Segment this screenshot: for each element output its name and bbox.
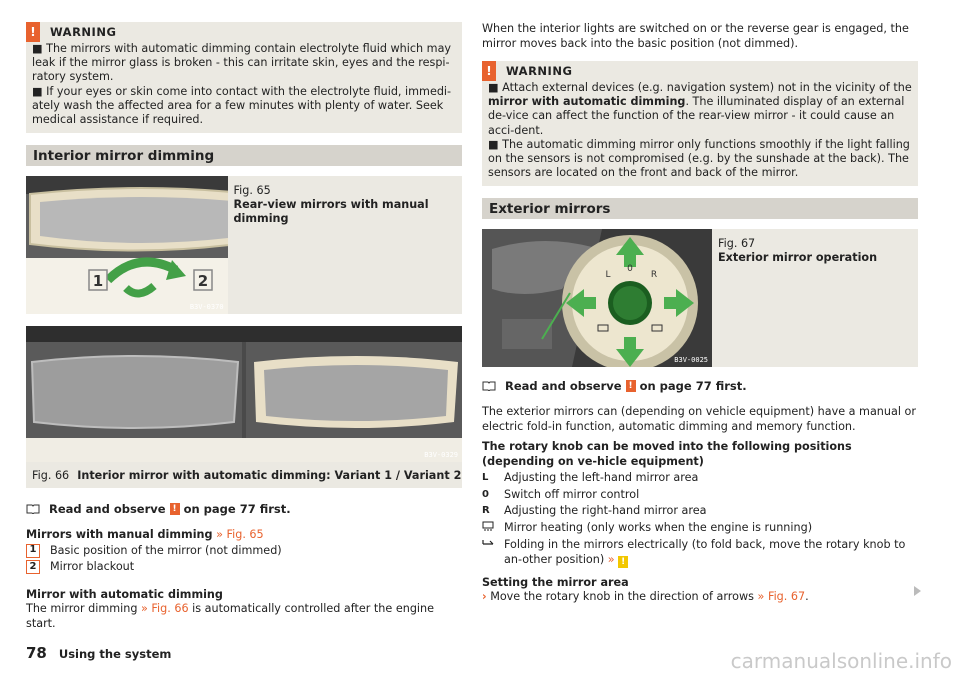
watermark: carmanualsonline.info xyxy=(730,649,952,673)
rotary-knob-heading: The rotary knob can be moved into the following positions (depending on ve-hicle equipment) xyxy=(482,440,852,468)
fig65-link[interactable]: » Fig. 65 xyxy=(216,528,264,542)
read-observe-note: Read and observe ! on page 77 first. xyxy=(26,502,462,516)
figure-66 xyxy=(26,326,462,488)
warning-title: WARNING xyxy=(506,64,573,78)
mirror-fold-icon xyxy=(482,538,494,548)
auto-dimming-heading: Mirror with automatic dimming xyxy=(26,587,223,601)
fig66-link[interactable]: » Fig. 66 xyxy=(141,602,189,616)
figure-67 xyxy=(482,229,918,367)
figure-caption: Rear-view mirrors with manual dimming xyxy=(233,198,429,226)
knob-label-0: 0 xyxy=(627,264,633,275)
note-exclamation-icon: ! xyxy=(618,556,628,568)
mirror-control-knob-illustration xyxy=(482,229,712,367)
figure-66-image xyxy=(26,326,462,462)
setting-step: › Move the rotary knob in the direction of arrows » Fig. 67. xyxy=(482,590,809,604)
warning-exclamation-icon: ! xyxy=(626,380,636,392)
exterior-mirrors-description: The exterior mirrors can (depending on vehicle equipment) have a manual or electric fold-in function, automatic dimming and memory function. xyxy=(482,405,916,433)
warning-text: ■ If your eyes or skin come into contact with the electrolyte fluid, immedi-ately wash the affected area for a few minutes with plenty of water. Seek medical assistance if required. xyxy=(32,84,452,127)
manual-mirror-illustration xyxy=(26,176,228,314)
list-item: 0 Switch off mirror control xyxy=(482,487,640,501)
warning-box-external-devices: ! WARNING ■ Attach external devices (e.g. navigation system) not in the vicinity of the mirror with automatic dimming. The illuminated display of an external de-vice can affect the function of the rear-view mirror - it could cause an acci-dent. ■ The automatic dimming mirror only functions smoothly if the light falling on the sensors is not compromised (e.g. by the sunshade at the back). The sensors are located on the front and back of the mirror. xyxy=(482,61,918,186)
warning-exclamation-icon: ! xyxy=(26,22,40,42)
right-column xyxy=(482,22,918,605)
figure-caption: Exterior mirror operation xyxy=(718,251,878,265)
section-title-interior-mirror: Interior mirror dimming xyxy=(26,145,462,166)
fold-note-link[interactable]: » xyxy=(607,552,615,566)
figure-label: Fig. 67 xyxy=(718,237,756,251)
mirror-heating-icon xyxy=(482,521,494,531)
page-number: 78 xyxy=(26,644,47,662)
list-item: Folding in the mirrors electrically (to fold back, move the rotary knob to an-other position) » ! xyxy=(482,538,918,568)
knob-label-R: R xyxy=(650,270,658,281)
page-footer xyxy=(26,644,171,662)
list-item: 2 Mirror blackout xyxy=(26,559,462,576)
figure-65 xyxy=(26,176,462,314)
fig67-link[interactable]: » Fig. 67 xyxy=(757,590,806,604)
warning-exclamation-icon: ! xyxy=(170,503,180,515)
warning-box-electrolyte xyxy=(26,22,462,133)
figure-code: B3V-0329 xyxy=(424,451,458,460)
section-title-exterior-mirrors: Exterior mirrors xyxy=(482,198,918,219)
list-item: Mirror heating (only works when the engine is running) xyxy=(482,521,918,537)
manual-dimming-heading: Mirrors with manual dimming xyxy=(26,528,213,542)
callout-2: 2 xyxy=(197,272,209,291)
warning-text: ■ The automatic dimming mirror only functions smoothly if the light falling on the sensors is not compromised (e.g. by the sunshade at the back). The sensors are located on the front and back of the mirror. xyxy=(488,137,910,180)
figure-code: B3V-0370 xyxy=(189,303,224,312)
setting-mirror-heading: Setting the mirror area xyxy=(482,575,629,589)
book-icon xyxy=(482,381,496,391)
figure-code: B3V-0025 xyxy=(674,356,708,365)
footer-section-title: Using the system xyxy=(58,647,172,661)
continue-arrow-icon xyxy=(914,586,921,596)
step-chevron-icon: › xyxy=(482,590,487,604)
book-icon xyxy=(26,504,40,514)
figure-label: Fig. 66 xyxy=(32,468,70,482)
read-observe-note: Read and observe ! on page 77 first. xyxy=(482,379,918,393)
list-item: R Adjusting the right-hand mirror area xyxy=(482,504,707,518)
auto-dimming-mirrors-illustration xyxy=(26,326,462,462)
figure-caption: Interior mirror with automatic dimming: Variant 1 / Variant 2 xyxy=(77,468,462,482)
knob-label-L: L xyxy=(605,270,611,281)
list-item: L Adjusting the left-hand mirror area xyxy=(482,471,699,485)
left-column: ! WARNING ■ The mirrors with automatic dimming contain electrolyte fluid which may leak if the mirror glass is broken - this can irritate skin, eyes and the respi-ratory system. ■ If your eyes or skin come into contact with the electrolyte fluid, immedi-ately wash the affected area for a few minutes with plenty of water. Seek medical assistance if required. Interior mirror dimming 1 2 B3V-0370 Fig. 65 Rear-view mirrors with manual dimming B3V-0329 Fig. 66 Interior mirror with automatic dimming: Variant 1 / Variant 2 Read and observe ! on page 77 first. Mirrors with manual dimming » Fig. 65 1 Basic position of the mirror (not dimmed) 2 Mirror blackout Mirror with automatic dimming The mirror dimming » Fig. 66 is automatically controlled after the engine start. xyxy=(26,22,462,631)
warning-exclamation-icon: ! xyxy=(482,61,496,81)
warning-text: ■ The mirrors with automatic dimming contain electrolyte fluid which may leak if the mirror glass is broken - this can irritate skin, eyes and the respi-ratory system. xyxy=(32,42,452,84)
knob-positions-list xyxy=(482,471,918,568)
intro-text: When the interior lights are switched on or the reverse gear is engaged, the mirror moves back into the basic position (not dimmed). xyxy=(482,22,909,50)
figure-label: Fig. 65 xyxy=(233,184,271,198)
figure-65-image xyxy=(26,176,228,314)
list-item: 1 Basic position of the mirror (not dimmed) xyxy=(26,543,462,560)
figure-67-image xyxy=(482,229,712,367)
warning-title: WARNING xyxy=(50,25,117,39)
callout-1: 1 xyxy=(92,272,104,291)
